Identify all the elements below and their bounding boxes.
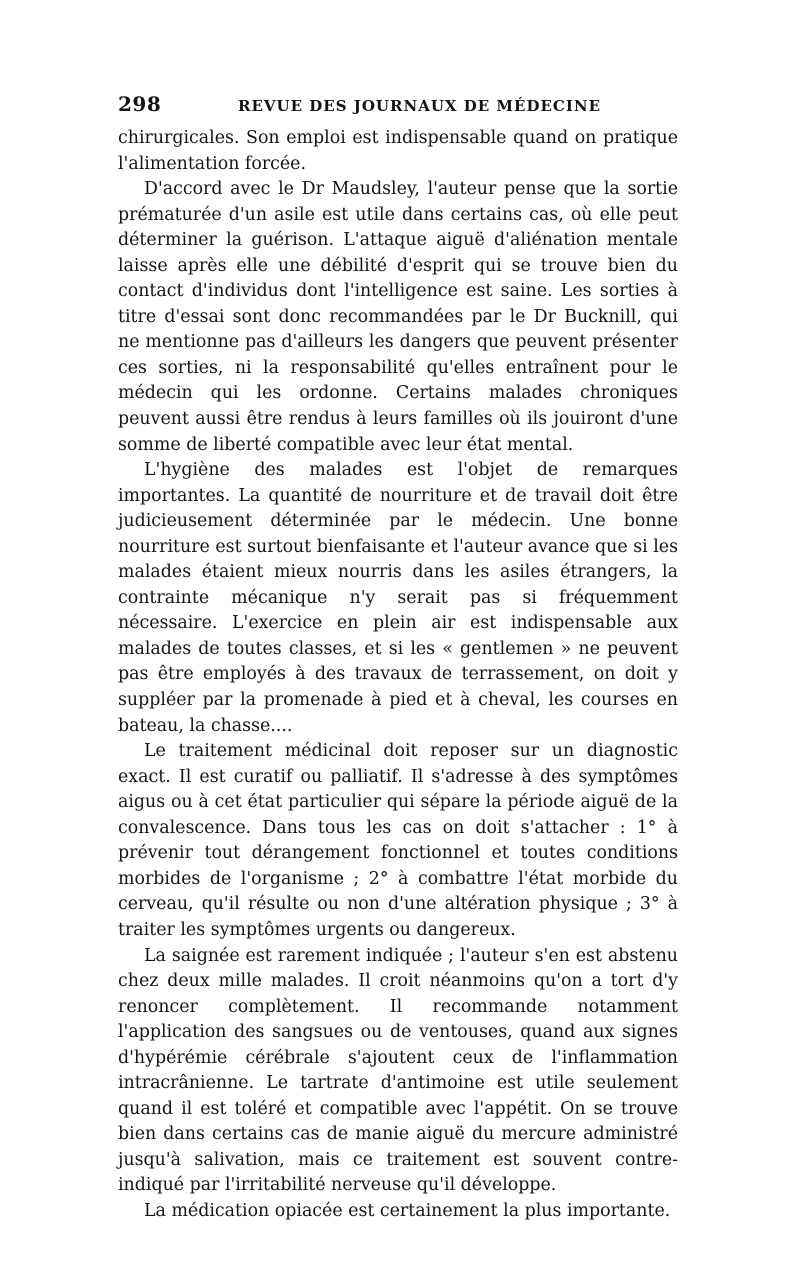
- body-text: [118, 126, 678, 1225]
- paragraph-opiacee: La médication opiacée est certainement la plus importante.: [144, 1200, 671, 1221]
- paragraph-continuation: chirurgicales. Son emploi est indispensable quand on pratique l'alimentation forcée.: [118, 128, 678, 174]
- paragraph-maudsley: D'accord avec le Dr Maudsley, l'auteur pense que la sortie prématurée d'un asile est utile dans certains cas, où elle peut déterminer la guérison. L'attaque aiguë d'aliénation mentale laisse après elle une débilité d'esprit qui se trouve bien du contact d'individus dont l'intelligence est saine. Les sorties à titre d'essai sont donc recommandées par le Dr Bucknill, qui ne mentionne pas d'ailleurs les dangers que peuvent présenter ces sorties, ni la responsabilité qu'elles entraînent pour le médecin qui les ordonne. Certains malades chroniques peuvent aussi être rendus à leurs familles où ils jouiront d'une somme de liberté compatible avec leur état mental.: [118, 179, 678, 455]
- journal-title: REVUE DES JOURNAUX DE MÉDECINE: [238, 97, 602, 115]
- paragraph-traitement: Le traitement médicinal doit reposer sur un diagnostic exact. Il est curatif ou palliatif. Il s'adresse à des symptômes aigus ou à cet état particulier qui sépare la période aiguë de la convalescence. Dans tous les cas on doit s'attacher : 1° à prévenir tout dérangement fonctionnel et toutes conditions morbides de l'organisme ; 2° à combattre l'état morbide du cerveau, qu'il résulte ou non d'une altération physique ; 3° à traiter les symptômes urgents ou dangereux.: [118, 741, 678, 940]
- paragraph-saignee: La saignée est rarement indiquée ; l'auteur s'en est abstenu chez deux mille malades. Il croit néanmoins qu'on a tort d'y renoncer complètement. Il recommande notamment l'application des sangsues ou de ventouses, quand aux signes d'hypérémie cérébrale s'ajoutent ceux de l'inflammation intracrânienne. Le tartrate d'antimoine est utile seulement quand il est toléré et compatible avec l'appétit. On se trouve bien dans certains cas de manie aiguë du mercure administré jusqu'à salivation, mais ce traitement est souvent contre-indiqué par l'irritabilité nerveuse qu'il développe.: [118, 945, 678, 1196]
- page-number: 298: [118, 92, 162, 116]
- book-page: [118, 92, 678, 1225]
- running-head: [118, 92, 678, 126]
- paragraph-hygiene: L'hygiène des malades est l'objet de remarques importantes. La quantité de nourriture et de travail doit être judicieusement déterminée par le médecin. Une bonne nourriture est surtout bienfaisante et l'auteur avance que si les malades étaient mieux nourris dans les asiles étrangers, la contrainte mécanique n'y serait pas si fréquemment nécessaire. L'exercice en plein air est indispensable aux malades de toutes classes, et si les « gentlemen » ne peuvent pas être employés à des travaux de terrassement, on doit y suppléer par la promenade à pied et à cheval, les courses en bateau, la chasse....: [118, 460, 678, 736]
